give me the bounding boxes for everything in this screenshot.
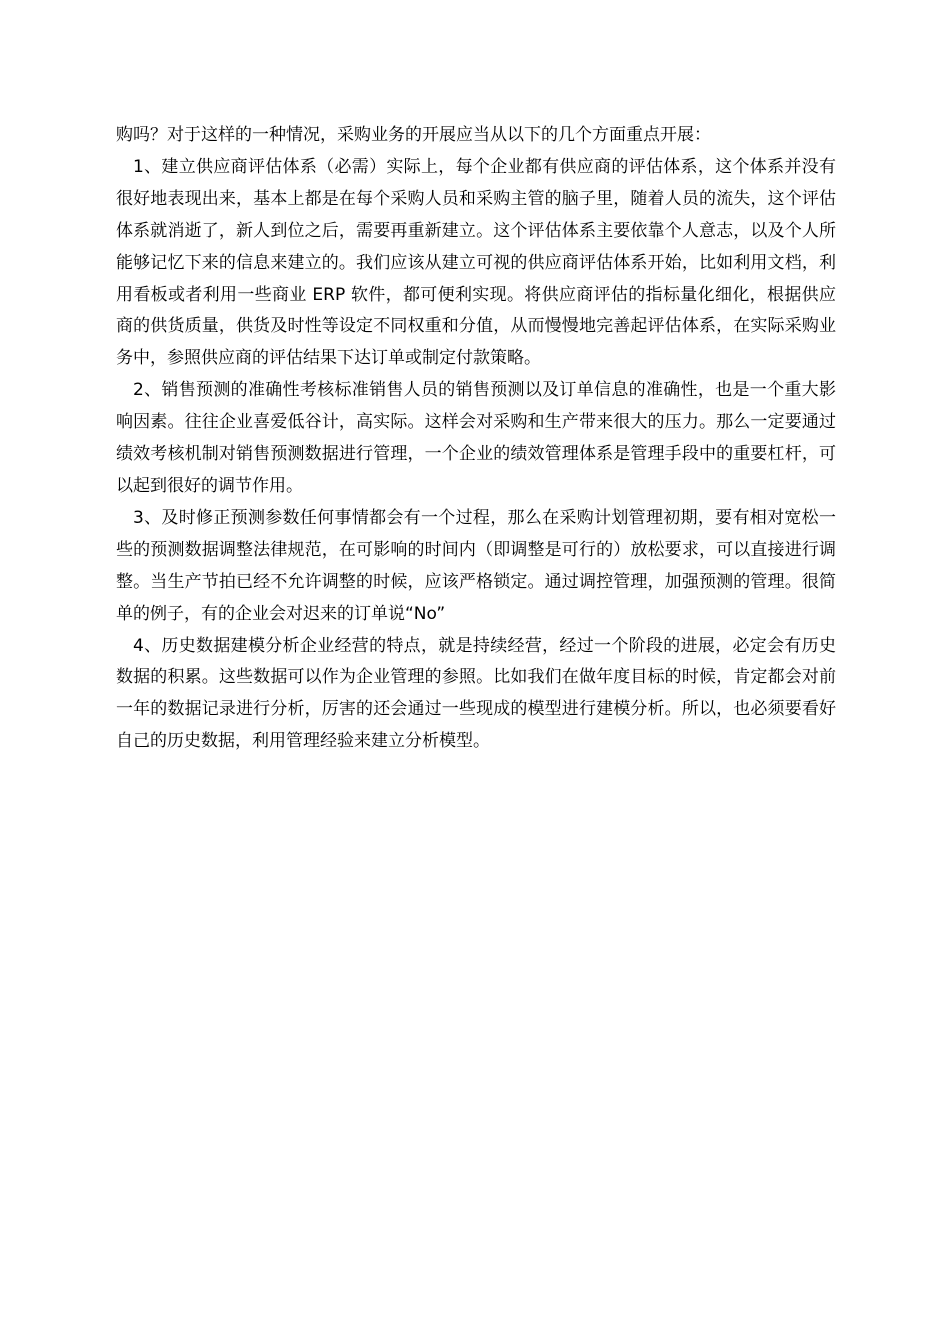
intro-paragraph: 购吗？对于这样的一种情况，采购业务的开展应当从以下的几个方面重点开展：: [116, 125, 711, 145]
paragraph-supplier-evaluation: 1、建立供应商评估体系（必需）实际上，每个企业都有供应商的评估体系，这个体系并没有很好地表现出来，基本上都是在每个采购人员和采购主管的脑子里，随着人员的流失，这个评估体系就消逝了，新人到位之后，需要再重新建立。这个评估体系主要依靠个人意志，以及个人所能够记忆下来的信息来建立的。我们应该从建立可视的供应商评估体系开始，比如利用文档，利用看板或者利用一些商业 ERP 软件，都可便利实现。将供应商评估的指标量化细化，根据供应商的供货质量，供货及时性等设定不同权重和分值，从而慢慢地完善起评估体系，在实际采购业务中，参照供应商的评估结果下达订单或制定付款策略。: [116, 156, 836, 369]
paragraph-historical-data: 4、历史数据建模分析企业经营的特点，就是持续经营，经过一个阶段的进展，必定会有历史数据的积累。这些数据可以作为企业管理的参照。比如我们在做年度目标的时候，肯定都会对前一年的数据记录进行分析，厉害的还会通过一些现成的模型进行建模分析。所以，也必须要看好自己的历史数据，利用管理经验来建立分析模型。: [116, 635, 836, 752]
paragraph-forecast-adjustment: 3、及时修正预测参数任何事情都会有一个过程，那么在采购计划管理初期，要有相对宽松一些的预测数据调整法律规范，在可影响的时间内（即调整是可行的）放松要求，可以直接进行调整。当生产节拍已经不允许调整的时候，应该严格锁定。通过调控管理，加强预测的管理。很简单的例子，有的企业会对迟来的订单说“No”: [116, 507, 836, 624]
paragraph-sales-forecast: 2、销售预测的准确性考核标准销售人员的销售预测以及订单信息的准确性，也是一个重大影响因素。往往企业喜爱低谷计，高实际。这样会对采购和生产带来很大的压力。那么一定要通过绩效考核机制对销售预测数据进行管理，一个企业的绩效管理体系是管理手段中的重要杠杆，可以起到很好的调节作用。: [116, 380, 836, 496]
document-body: [116, 120, 836, 758]
